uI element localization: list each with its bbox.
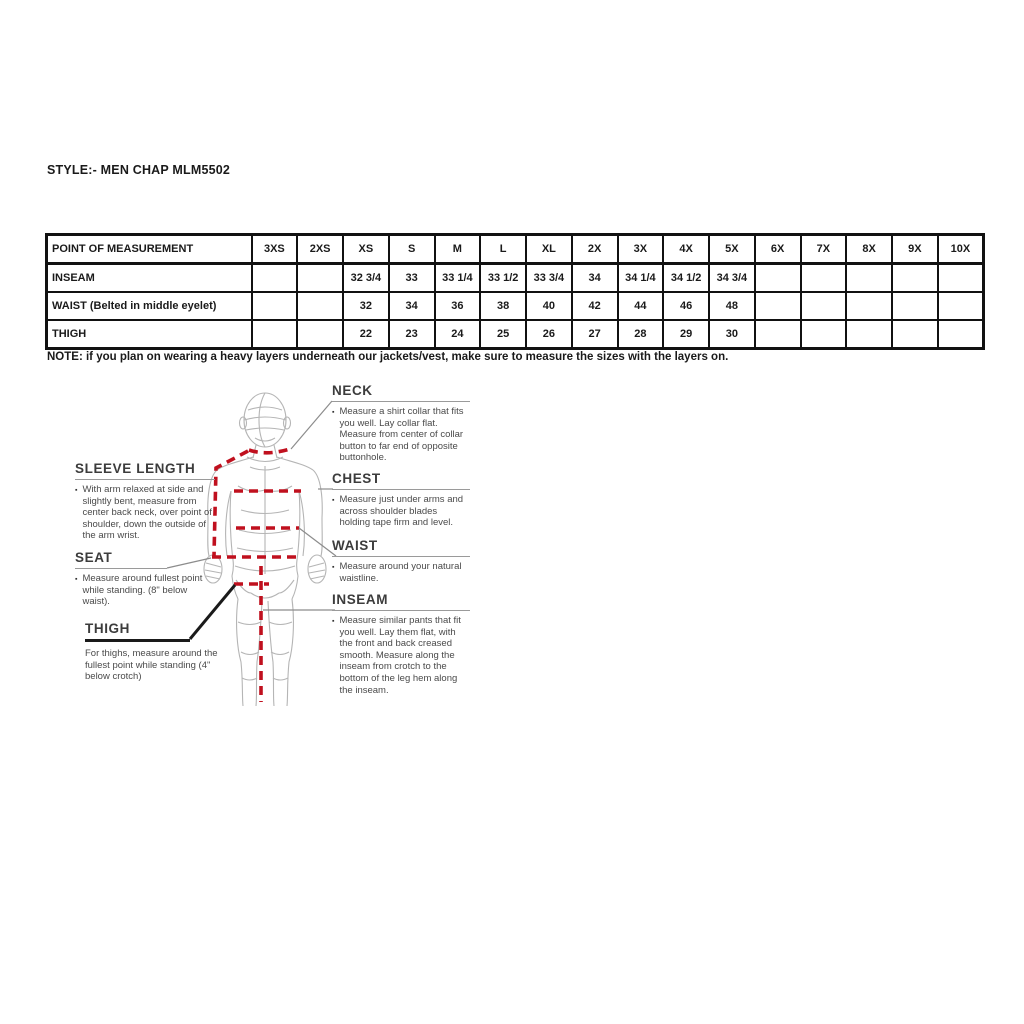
size-value-cell [892,292,938,320]
bullet-icon: ▪ [75,487,78,494]
size-value-cell [892,264,938,293]
chest-heading: CHEST [332,471,470,490]
size-value-cell: 38 [480,292,526,320]
size-value-cell: 40 [526,292,572,320]
guide-section-seat [75,550,205,608]
bullet-icon: ▪ [332,497,335,504]
size-value-cell: 27 [572,320,618,349]
size-value-cell: 26 [526,320,572,349]
thigh-description: For thighs, measure around the fullest point while standing (4" below crotch) [85,648,218,683]
size-table [45,233,985,350]
measurement-row [47,320,984,349]
size-column-header: 2X [572,235,618,264]
size-column-header: 6X [755,235,801,264]
size-column-header: XS [343,235,389,264]
sleeve-length-description: With arm relaxed at side and slightly bent, measure from center back neck, over point of shoulder, down the outside of the arm wrist. [82,484,212,542]
size-value-cell [846,264,892,293]
guide-section-inseam [332,592,470,696]
guide-section-neck [332,383,470,464]
size-value-cell: 34 [572,264,618,293]
size-value-cell: 44 [618,292,664,320]
size-column-header: S [389,235,435,264]
size-value-cell [801,292,847,320]
size-value-cell: 34 1/4 [618,264,664,293]
size-value-cell: 28 [618,320,664,349]
size-table-head [47,235,984,264]
seat-heading: SEAT [75,550,167,569]
size-column-header: 3XS [252,235,298,264]
size-value-cell: 29 [663,320,709,349]
bullet-icon: ▪ [75,576,78,583]
measurement-row-label: INSEAM [47,264,252,293]
waist-description: Measure around your natural waistline. [339,561,462,584]
sleeve-length-measure-line [214,451,248,556]
size-column-header: 5X [709,235,755,264]
size-value-cell [755,264,801,293]
size-column-header: L [480,235,526,264]
size-column-header: 3X [618,235,664,264]
neck-connector [291,401,332,449]
inseam-heading: INSEAM [332,592,470,611]
size-value-cell: 33 3/4 [526,264,572,293]
size-value-cell: 24 [435,320,481,349]
size-value-cell [755,292,801,320]
size-value-cell [938,264,984,293]
size-value-cell [938,320,984,349]
point-of-measurement-header: POINT OF MEASUREMENT [47,235,252,264]
size-table-header-row [47,235,984,264]
inseam-description: Measure similar pants that fit you well. Lay them flat, with the front and back creased smooth. Measure along the inseam from crotch to the bottom of the leg hem along the inseam. [339,615,461,696]
size-value-cell [846,320,892,349]
size-value-cell: 36 [435,292,481,320]
neck-heading: NECK [332,383,470,402]
size-value-cell: 34 1/2 [663,264,709,293]
chest-description: Measure just under arms and across shoulder blades holding tape firm and level. [339,494,464,529]
size-value-cell [801,264,847,293]
waist-connector [299,528,336,556]
size-value-cell: 32 [343,292,389,320]
size-value-cell: 33 [389,264,435,293]
size-value-cell [801,320,847,349]
size-value-cell [252,320,298,349]
size-value-cell: 34 [389,292,435,320]
size-value-cell: 42 [572,292,618,320]
size-value-cell: 23 [389,320,435,349]
size-value-cell [297,292,343,320]
size-value-cell: 33 1/4 [435,264,481,293]
size-value-cell: 25 [480,320,526,349]
size-value-cell: 33 1/2 [480,264,526,293]
size-table-body [47,264,984,349]
neck-description: Measure a shirt collar that fits you well. Lay collar flat. Measure from center of collar button to far end of opposite buttonhole. [339,406,464,464]
note-text: NOTE: if you plan on wearing a heavy layers underneath our jackets/vest, make sure to measure the sizes with the layers on. [47,351,729,363]
size-column-header: 8X [846,235,892,264]
style-title: STYLE:- MEN CHAP MLM5502 [47,163,231,177]
neck-measure-line [249,449,290,453]
guide-section-thigh [85,621,235,683]
measurement-row [47,264,984,293]
guide-section-chest [332,471,470,529]
bullet-icon: ▪ [332,618,335,625]
size-value-cell [297,264,343,293]
size-value-cell: 32 3/4 [343,264,389,293]
size-value-cell [252,292,298,320]
bullet-icon: ▪ [332,409,335,416]
size-column-header: 9X [892,235,938,264]
guide-section-waist [332,538,470,584]
size-value-cell: 22 [343,320,389,349]
size-value-cell [892,320,938,349]
size-value-cell: 48 [709,292,755,320]
bullet-icon: ▪ [332,564,335,571]
size-value-cell [755,320,801,349]
sleeve-length-heading: SLEEVE LENGTH [75,461,215,480]
waist-heading: WAIST [332,538,470,557]
size-value-cell [252,264,298,293]
size-column-header: M [435,235,481,264]
size-value-cell [846,292,892,320]
size-column-header: 7X [801,235,847,264]
measurement-row-label: WAIST (Belted in middle eyelet) [47,292,252,320]
seat-description: Measure around fullest point while standing. (8" below waist). [82,573,203,608]
size-column-header: 4X [663,235,709,264]
size-value-cell: 30 [709,320,755,349]
size-column-header: 2XS [297,235,343,264]
size-value-cell [938,292,984,320]
measurement-row-label: THIGH [47,320,252,349]
size-column-header: 10X [938,235,984,264]
size-value-cell: 34 3/4 [709,264,755,293]
guide-section-sleeve-length [75,461,215,542]
measurement-row [47,292,984,320]
size-value-cell: 46 [663,292,709,320]
size-value-cell [297,320,343,349]
size-column-header: XL [526,235,572,264]
thigh-heading: THIGH [85,621,190,642]
